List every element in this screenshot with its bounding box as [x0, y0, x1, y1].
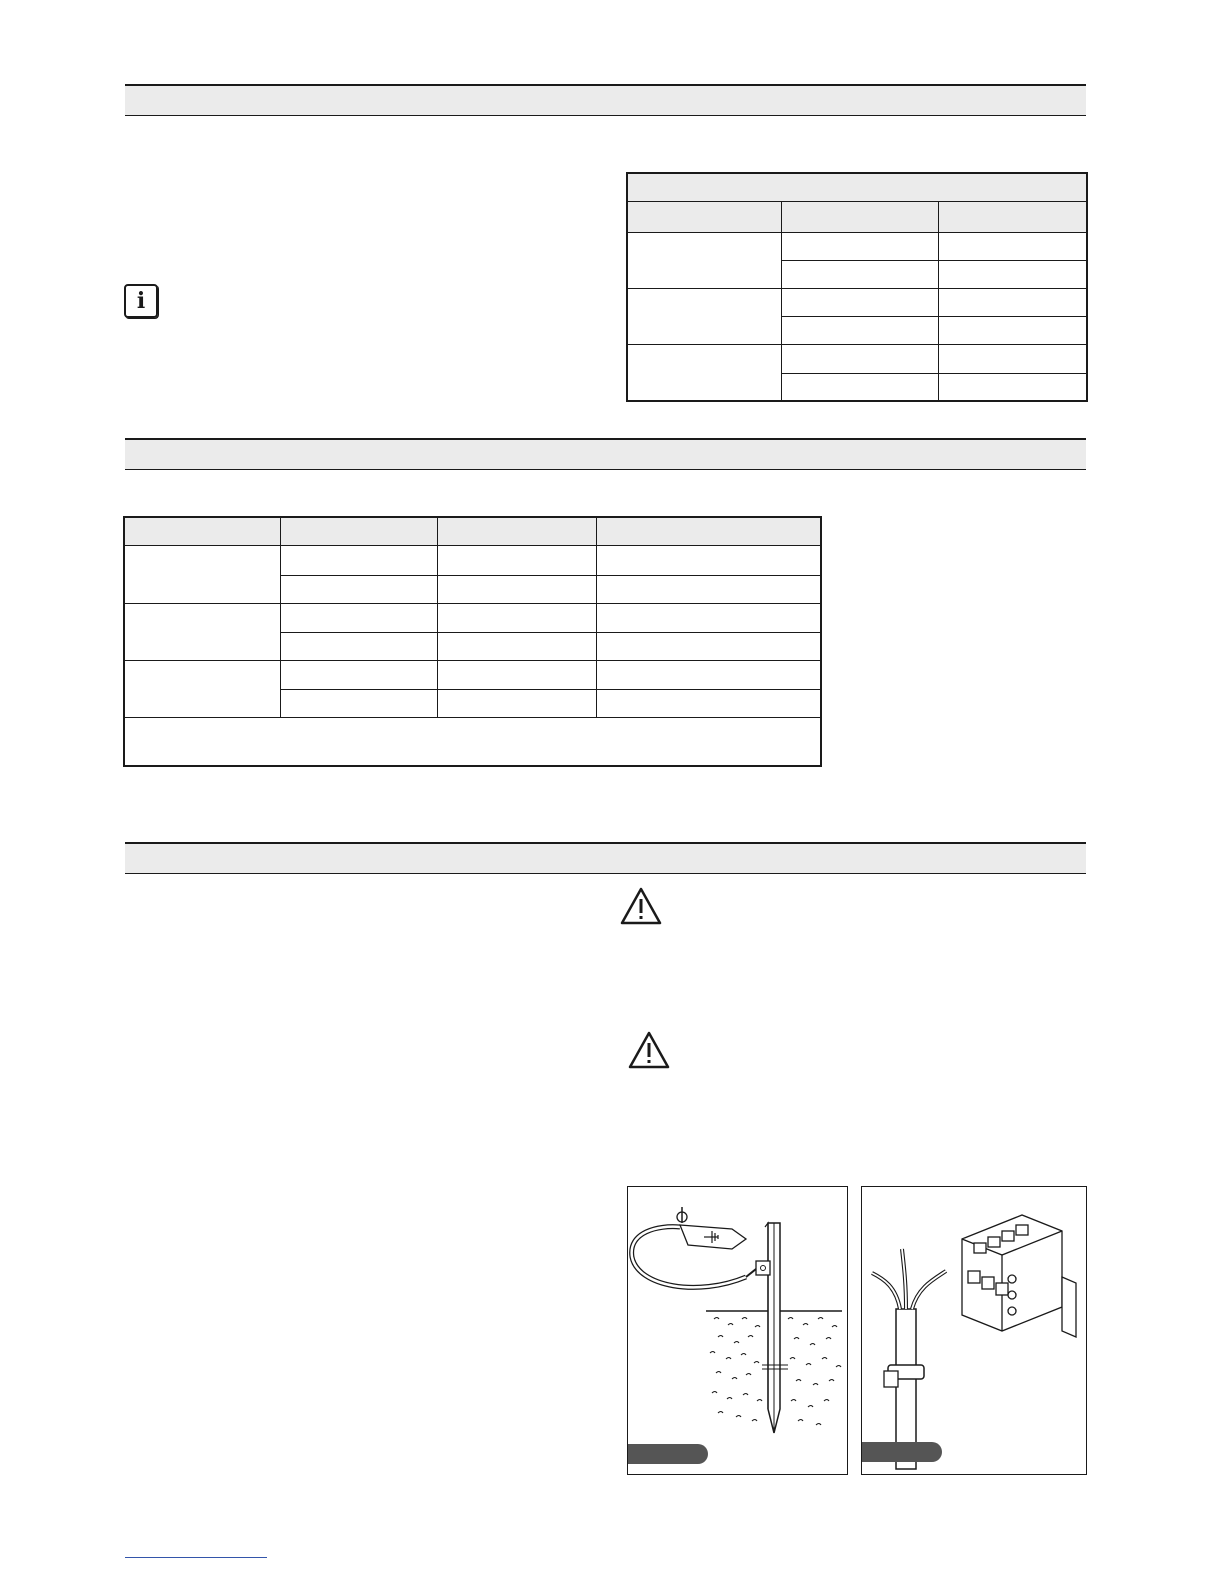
table-one-header	[627, 201, 781, 232]
section-header-1	[125, 84, 1086, 116]
section-title-2	[125, 440, 1086, 452]
table-one-cell	[781, 344, 938, 373]
spec-table-one	[626, 172, 1088, 402]
table-two-cell	[437, 660, 596, 689]
figure-cable-terminal	[861, 1186, 1087, 1475]
table-two-group-cell	[124, 545, 280, 603]
table-two-cell	[437, 575, 596, 603]
ground-stake-illustration	[628, 1187, 847, 1474]
section-title-3	[125, 844, 1086, 856]
table-two-cell	[596, 632, 821, 660]
table-two-group-cell	[124, 660, 280, 717]
information-icon	[124, 284, 158, 318]
spec-table-two	[123, 516, 822, 767]
table-two-cell	[596, 545, 821, 575]
table-one-cell	[781, 288, 938, 316]
table-one-cell	[938, 344, 1087, 373]
table-two-footnote	[124, 717, 821, 766]
table-one-header	[781, 201, 938, 232]
table-two-header	[437, 517, 596, 545]
table-two-header	[280, 517, 437, 545]
table-two-cell	[437, 689, 596, 717]
cable-terminal-illustration	[862, 1187, 1086, 1474]
table-two-cell	[596, 603, 821, 632]
table-two-header	[596, 517, 821, 545]
table-one-cell	[938, 373, 1087, 401]
table-two-cell	[437, 603, 596, 632]
warning-triangle-icon	[627, 1030, 671, 1070]
figure-ground-stake	[627, 1186, 848, 1475]
table-two-cell	[437, 632, 596, 660]
table-one-cell	[938, 232, 1087, 260]
information-icon-glyph: i	[136, 288, 146, 314]
table-one-cell	[938, 316, 1087, 344]
footer-link-rule	[125, 1557, 267, 1558]
section-header-3	[125, 842, 1086, 874]
table-two-cell	[596, 575, 821, 603]
table-one-title	[627, 173, 1087, 201]
section-title-1	[125, 86, 1086, 98]
table-two-cell	[437, 545, 596, 575]
warning-triangle-icon	[619, 886, 663, 926]
table-one-group-cell	[627, 288, 781, 344]
section-header-2	[125, 438, 1086, 470]
table-one-group-cell	[627, 232, 781, 288]
table-two-header	[124, 517, 280, 545]
table-two-group-cell	[124, 603, 280, 660]
table-one-cell	[938, 260, 1087, 288]
table-one-group-cell	[627, 344, 781, 401]
table-two-cell	[280, 689, 437, 717]
figure-tag-2	[862, 1442, 942, 1462]
table-one-cell	[781, 232, 938, 260]
table-two-cell	[280, 603, 437, 632]
figure-tag-1	[628, 1444, 708, 1464]
table-two-cell	[280, 632, 437, 660]
table-one-cell	[781, 260, 938, 288]
table-one-cell	[781, 316, 938, 344]
table-two-cell	[280, 545, 437, 575]
table-one-cell	[938, 288, 1087, 316]
table-two-cell	[280, 660, 437, 689]
table-two-cell	[596, 660, 821, 689]
table-one-cell	[781, 373, 938, 401]
table-two-cell	[596, 689, 821, 717]
table-two-cell	[280, 575, 437, 603]
table-one-header	[938, 201, 1087, 232]
